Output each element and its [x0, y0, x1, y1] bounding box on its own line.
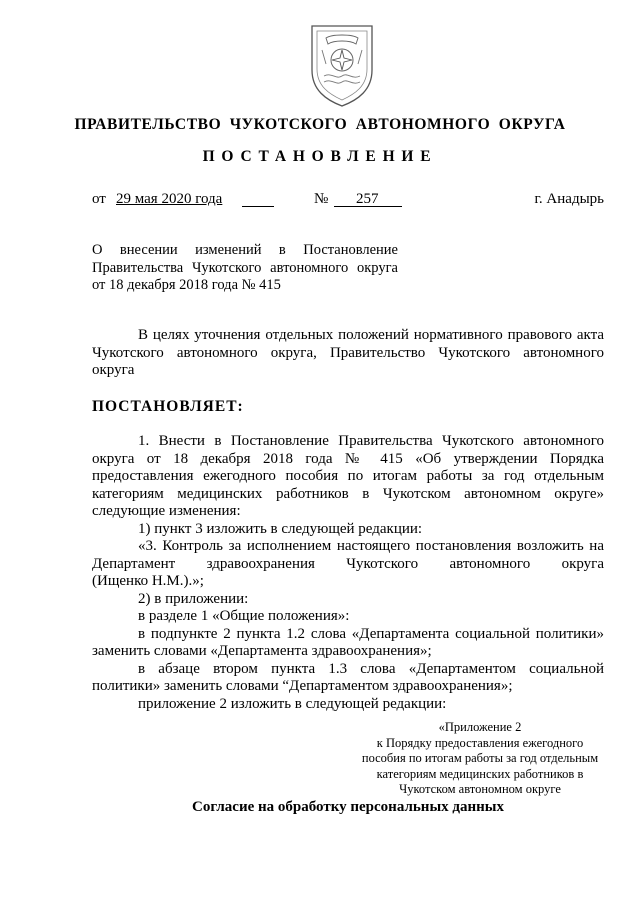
body-line: в разделе 1 «Общие положения»: — [138, 608, 350, 624]
document-number: 257 — [356, 191, 379, 207]
date-prefix: от — [92, 191, 106, 207]
body-line: приложение 2 изложить в следующей редакции: — [138, 695, 447, 712]
coat-of-arms-icon — [306, 20, 378, 108]
date-underline — [242, 206, 274, 207]
subject-line: Правительства Чукотского автономного округа — [92, 259, 398, 276]
body-line: следующие изменения: — [92, 503, 241, 519]
appendix-line: категориям медицинских работников в — [376, 766, 584, 781]
body-text — [92, 433, 604, 713]
body-line: предоставления ежегодного пособия по итогам работы за год отдельным — [92, 468, 604, 484]
body-line: Департамент здравоохранения Чукотского автономного округа — [92, 555, 604, 572]
body-line: заменить словами «Департамента здравоохранения»; — [92, 643, 432, 659]
appendix-header — [350, 720, 610, 798]
body-line: 2) в приложении: — [138, 590, 249, 607]
document-date: 29 мая 2020 года — [116, 191, 223, 207]
number-sign: № — [314, 191, 329, 207]
body-line: в абзаце втором пункта 1.3 слова «Департаментом социальной — [138, 660, 604, 677]
consent-title: Согласие на обработку персональных данных — [191, 799, 504, 815]
body-line: «3. Контроль за исполнением настоящего постановления возложить на — [138, 538, 604, 554]
body-line: категориям медицинских работников в Чукотском автономном округе» — [92, 485, 604, 502]
subject-line: О внесении изменений в Постановление — [92, 242, 398, 258]
preamble — [92, 327, 604, 380]
appendix-line: «Приложение 2 — [438, 720, 522, 734]
government-title: ПРАВИТЕЛЬСТВО ЧУКОТСКОГО АВТОНОМНОГО ОКРУГА — [74, 116, 566, 133]
document-subject — [92, 242, 398, 295]
body-line: 1. Внести в Постановление Правительства Чукотского автономного — [138, 433, 604, 449]
appendix-line: пособия по итогам работы за год отдельным — [361, 751, 599, 765]
body-line: политики» заменить словами “Департаментом здравоохранения»; — [92, 678, 513, 694]
body-line: 1) пункт 3 изложить в следующей редакции: — [138, 520, 423, 537]
resolves-heading: ПОСТАНОВЛЯЕТ: — [92, 398, 244, 415]
appendix-line: к Порядку предоставления ежегодного — [376, 735, 584, 750]
date-number-row — [92, 191, 604, 211]
preamble-line: Чукотского автономного округа, Правительство Чукотского автономного — [92, 344, 604, 361]
document-type: ПОСТАНОВЛЕНИЕ — [202, 148, 438, 165]
appendix-line: Чукотском автономном округе — [399, 782, 561, 796]
body-line: (Ищенко Н.М.).»; — [92, 573, 204, 589]
preamble-line: В целях уточнения отдельных положений нормативного правового акта — [138, 327, 604, 343]
city: г. Анадырь — [534, 191, 604, 207]
body-line: округа от 18 декабря 2018 года № 415 «Об утверждении Порядка — [92, 450, 604, 467]
body-line: в подпункте 2 пункта 1.2 слова «Департамента социальной политики» — [138, 625, 604, 642]
subject-line: от 18 декабря 2018 года № 415 — [92, 277, 281, 293]
preamble-line: округа — [92, 362, 135, 378]
